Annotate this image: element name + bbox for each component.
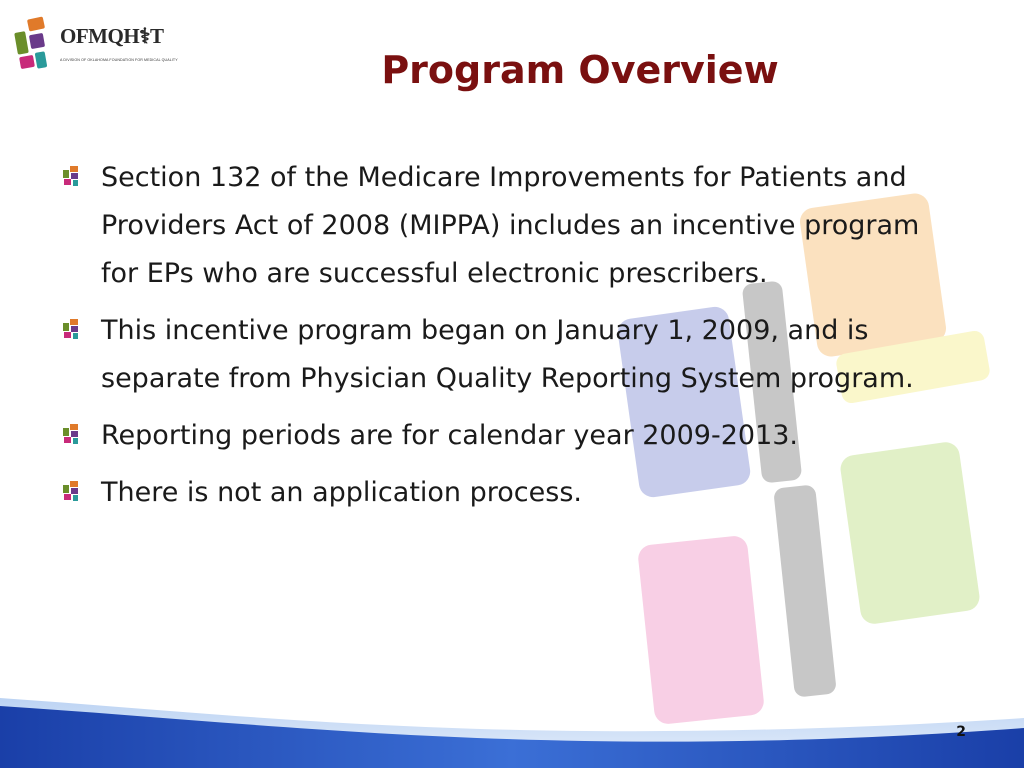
logo-tagline: A DIVISION OF OKLAHOMA FOUNDATION FOR MEDICAL QUALITY <box>60 58 178 62</box>
page-number: 2 <box>956 724 966 740</box>
bullet-text: Section 132 of the Medicare Improvements for Patients and Providers Act of 2008 (MIPPA) includes an incentive program for EPs who are successful electronic prescribers. <box>101 162 920 289</box>
ofmq-logo <box>14 16 178 72</box>
bullet-text: This incentive program began on January 1, 2009, and is separate from Physician Quality Reporting System program. <box>101 315 914 394</box>
bullet-item <box>60 307 950 403</box>
logo-mark-icon <box>14 16 54 72</box>
bullet-tiles-icon <box>62 319 80 339</box>
bullet-text: There is not an application process. <box>101 477 582 508</box>
bullet-tiles-icon <box>62 166 80 186</box>
logo-wordmark: OFMQH⚕T <box>60 24 164 48</box>
bullet-list <box>60 154 950 526</box>
bullet-item <box>60 469 950 517</box>
bullet-text: Reporting periods are for calendar year 2009-2013. <box>101 420 799 451</box>
bullet-tiles-icon <box>62 424 80 444</box>
bullet-item <box>60 154 950 298</box>
bullet-item <box>60 412 950 460</box>
bullet-tiles-icon <box>62 481 80 501</box>
slide-title: Program Overview <box>381 48 779 92</box>
footer-wave <box>0 680 1024 768</box>
